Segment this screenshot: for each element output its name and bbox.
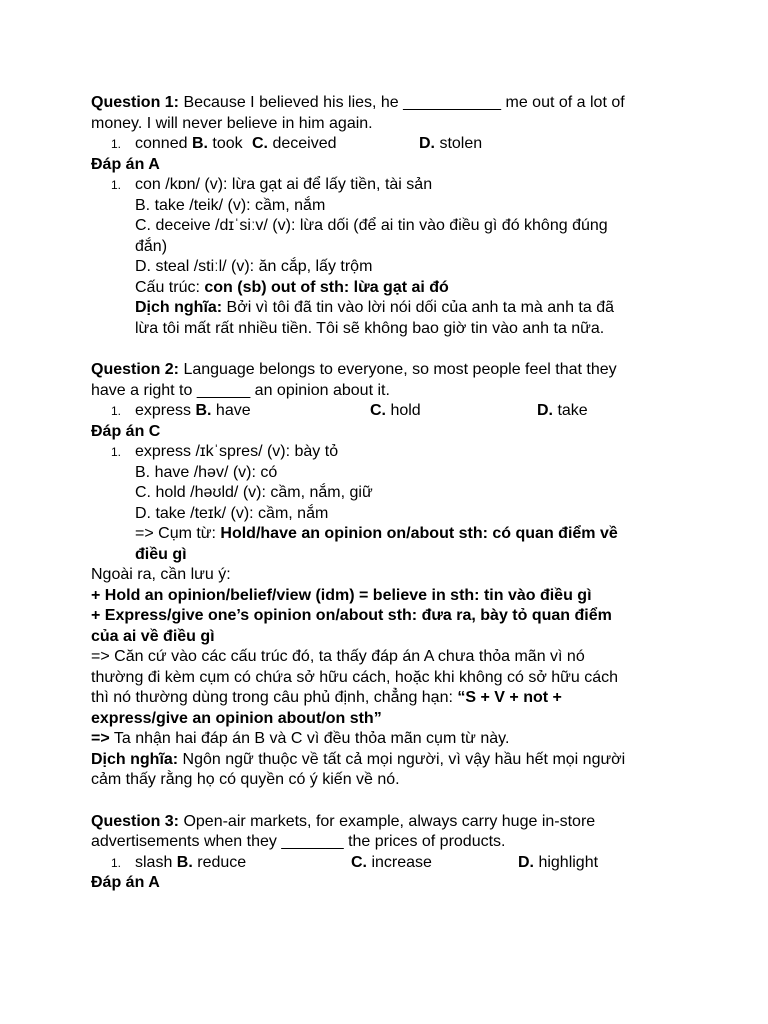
structure-label: Cấu trúc: (135, 278, 205, 296)
option-c-label: C. (252, 135, 268, 152)
explanation-text: đắn) (135, 237, 168, 255)
example-structure: “S + V + not + (457, 689, 562, 706)
phrase-note (91, 524, 691, 545)
answer-key: Đáp án A (91, 155, 160, 173)
question-3-stem (91, 812, 691, 833)
question-text: the prices of products. (343, 833, 506, 850)
option-c (252, 134, 419, 155)
question-3-options (91, 853, 691, 874)
reasoning-text: thường đi kèm cụm có chứa sở hữu cách, hoặc khi không có sở hữu cách (91, 668, 619, 686)
option-c-text: increase (367, 853, 432, 871)
option-d-label: D. (419, 135, 435, 152)
explanation-text: C. deceive /dɪˈsiːv/ (v): lừa dối (để ai tin vào điều gì đó không đúng (135, 217, 608, 234)
option-b-label: B. (191, 135, 208, 152)
explanation-text: B. have /həv/ (v): có (135, 463, 278, 481)
reasoning-text (91, 688, 691, 709)
option-d-label: D. (537, 402, 553, 419)
list-number: 1. (111, 404, 122, 418)
document-body (91, 93, 691, 894)
explanation-text: con /kɒn/ (v): lừa gạt ai để lấy tiền, tài sản (135, 176, 433, 193)
option-b-label: B. (195, 402, 212, 419)
option-b-text: reduce (192, 853, 247, 871)
translation-text: cảm thấy rằng họ có quyền có ý kiến về nó. (91, 771, 400, 788)
question-text: me out of a lot of (501, 94, 625, 111)
option-c-text: hold (386, 402, 421, 419)
translation-text: Bởi vì tôi đã tin vào lời nói dối của anh ta mà anh ta đã (222, 299, 614, 316)
note-item: + Express/give one’s opinion on/about sth: đưa ra, bày tỏ quan điểm (91, 607, 612, 624)
translation-text: Ngôn ngữ thuộc về tất cả mọi người, vì vậy hầu hết mọi người (178, 750, 626, 768)
answer-blank: _______ (281, 833, 344, 850)
note-intro: Ngoài ra, cần lưu ý: (91, 566, 231, 583)
option-d-text: take (553, 402, 588, 419)
option-b-text: took (207, 135, 243, 152)
option-d-text: stolen (435, 135, 483, 152)
note-item: của ai về điều gì (91, 627, 215, 645)
question-2 (91, 360, 691, 791)
question-1-stem (91, 93, 691, 114)
reasoning-text: thì nó thường dùng trong câu phủ định, chẳng hạn: (91, 689, 458, 706)
question-text: Open-air markets, for example, always carry huge in-store (179, 812, 596, 830)
question-label: Question 1: (91, 94, 180, 111)
translation-label: Dịch nghĩa: (91, 750, 179, 768)
option-d-label: D. (518, 853, 534, 871)
option-c (351, 853, 518, 874)
question-1-stem-cont: money. I will never believe in him again. (91, 114, 373, 132)
option-d (537, 401, 588, 422)
list-number: 1. (111, 137, 122, 151)
option-a (135, 853, 351, 874)
option-d (419, 134, 482, 155)
translation-text: lừa tôi mất rất nhiều tiền. Tôi sẽ không bao giờ tin vào anh ta nữa. (135, 319, 605, 337)
option-b-text: have (211, 402, 251, 419)
question-text: Because I believed his lies, he (179, 94, 404, 111)
note-item: + Hold an opinion/belief/view (idm) = believe in sth: tin vào điều gì (91, 586, 592, 604)
explanation-item (91, 175, 691, 196)
option-d (518, 853, 598, 874)
accept-text: Ta nhận hai đáp án B và C vì đều thỏa mãn cụm từ này. (109, 730, 510, 747)
example-structure: express/give an opinion about/on sth” (91, 709, 382, 727)
translation-label: Dịch nghĩa: (135, 299, 223, 316)
list-number: 1. (111, 178, 122, 192)
question-text: advertisements when they (91, 833, 282, 850)
phrase-prefix: => Cụm từ: (135, 525, 221, 542)
option-c (370, 401, 537, 422)
option-d-text: highlight (534, 853, 599, 871)
structure-text: con (sb) out of sth: lừa gạt ai đó (204, 278, 449, 296)
option-a (135, 134, 242, 155)
option-c-label: C. (351, 853, 367, 871)
explanation-item (91, 442, 691, 463)
answer-blank: ______ (196, 381, 251, 399)
option-a-text: slash (135, 853, 177, 871)
question-text: Language belongs to everyone, so most people feel that they (179, 361, 617, 378)
answer-key: Đáp án C (91, 422, 161, 440)
question-text: an opinion about it. (250, 381, 390, 399)
list-number: 1. (111, 855, 122, 870)
explanation-text: D. take /teɪk/ (v): cầm, nắm (135, 504, 329, 522)
option-c-text: deceived (268, 135, 337, 152)
question-label: Question 3: (91, 812, 180, 830)
option-a-text: express (135, 402, 196, 419)
explanation-text: express /ɪkˈspres/ (v): bày tỏ (135, 443, 339, 460)
phrase-text: Hold/have an opinion on/about sth: có quan điểm về (220, 525, 618, 542)
answer-blank: ___________ (403, 94, 502, 111)
question-1 (91, 93, 691, 339)
question-3-stem-cont (91, 832, 691, 853)
option-a-text: conned (135, 135, 192, 152)
reasoning-text: => Căn cứ vào các cấu trúc đó, ta thấy đáp án A chưa thỏa mãn vì nó (91, 648, 585, 665)
option-b-label: B. (176, 853, 193, 871)
translation (91, 750, 691, 771)
list-number: 1. (111, 445, 122, 459)
question-2-stem (91, 360, 691, 381)
phrase-text: điều gì (135, 545, 187, 563)
question-3 (91, 812, 691, 894)
explanation-text: B. take /teik/ (v): cầm, nắm (135, 196, 326, 214)
option-c-label: C. (370, 402, 386, 419)
explanation-text: D. steal /stiːl/ (v): ăn cắp, lấy trộm (135, 258, 373, 275)
accept-note (91, 729, 691, 750)
structure-note (91, 278, 691, 299)
explanation-text: C. hold /həʊld/ (v): cầm, nắm, giữ (135, 484, 373, 501)
question-1-options (91, 134, 691, 155)
question-text: have a right to (91, 381, 197, 399)
translation (91, 298, 691, 319)
question-2-options (91, 401, 691, 422)
arrow-marker: => (91, 730, 110, 747)
answer-key: Đáp án A (91, 874, 160, 891)
question-2-stem-cont (91, 381, 691, 402)
question-label: Question 2: (91, 361, 180, 378)
option-a (135, 401, 370, 422)
